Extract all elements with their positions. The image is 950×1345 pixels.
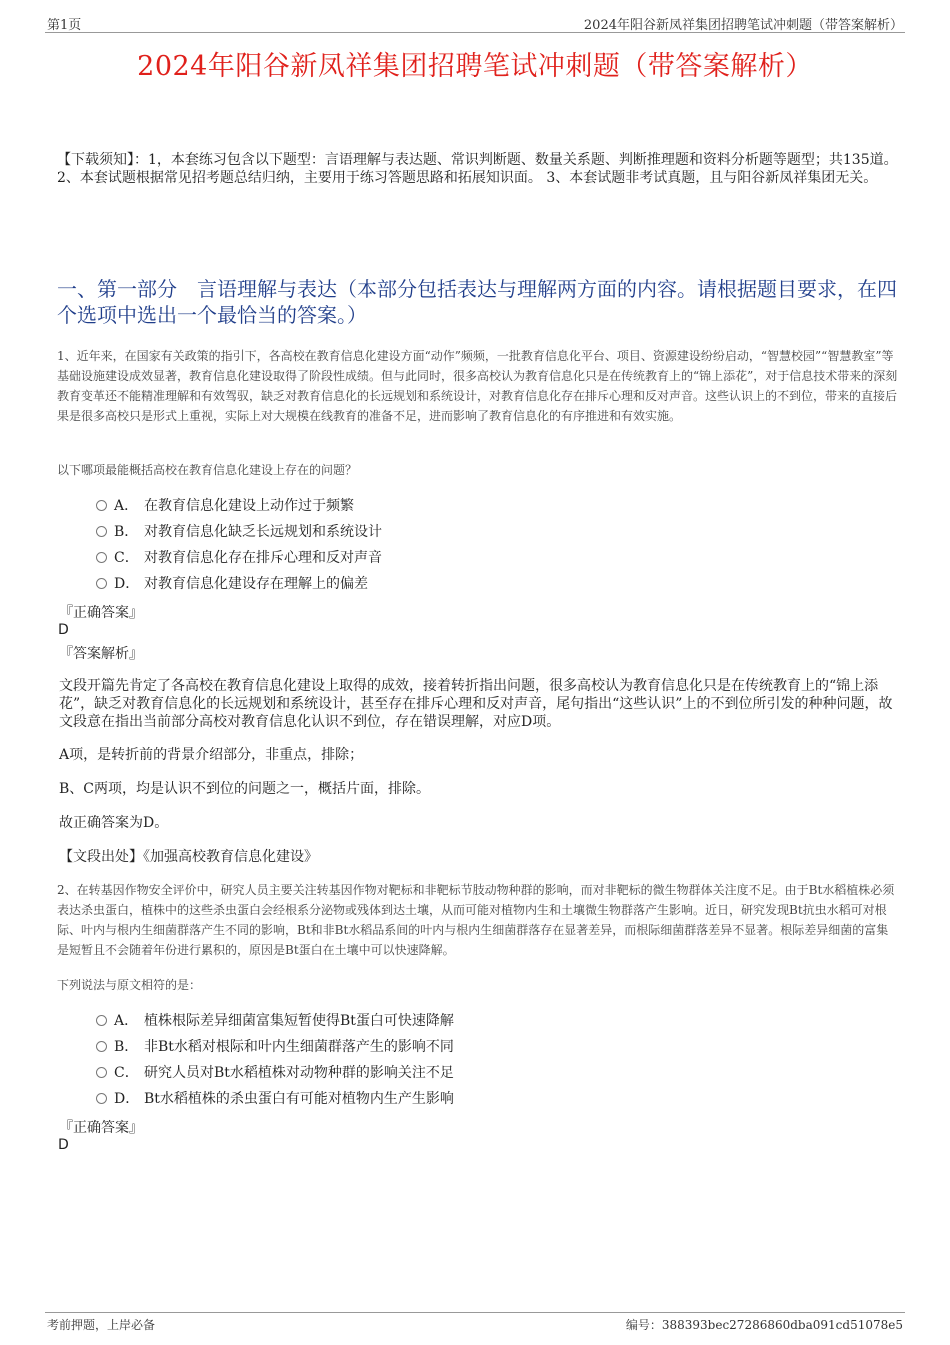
page-header <box>45 14 905 33</box>
q2-answer-label: 『正确答案』 <box>59 1120 143 1136</box>
q1-answer: D <box>58 622 69 638</box>
footer-slogan: 考前押题，上岸必备 <box>47 1318 156 1332</box>
q1-option-b[interactable]: B． 对教育信息化缺乏长远规划和系统设计 <box>96 522 382 542</box>
q1-stem: 以下哪项最能概括高校在教育信息化建设上存在的问题？ <box>57 463 358 477</box>
page-footer <box>45 1312 905 1333</box>
q2-option-a[interactable]: A． 植株根际差异细菌富集短暂使得Bt蛋白可快速降解 <box>96 1011 454 1031</box>
q2-answer: D <box>58 1137 69 1153</box>
q1-analysis-text: 文段开篇先肯定了各高校在教育信息化建设上取得的成效，接着转折指出问题，很多高校认为教育信息化只是在传统教育上的“锦上添花”，缺乏对教育信息化的长远规划和系统设计，甚至存在排斥心理和反对声音，尾句指出“这些认识”上的不到位所引发的种种问题，故文段意在指出当前部分高校对教育信息化认识不到位，存在错误理解，对应D项。 <box>59 678 893 730</box>
section-heading: 一、第一部分 言语理解与表达（本部分包括表达与理解两方面的内容。请根据题目要求，在四个选项中选出一个最恰当的答案。） <box>57 277 897 327</box>
q1-option-c[interactable]: C． 对教育信息化存在排斥心理和反对声音 <box>96 548 382 568</box>
q1-analysis-label: 『答案解析』 <box>59 646 143 662</box>
page-title: 2024年阳谷新凤祥集团招聘笔试冲刺题（带答案解析） <box>137 51 813 82</box>
radio-icon[interactable] <box>96 500 107 511</box>
radio-icon[interactable] <box>96 578 107 589</box>
header-doc-title: 2024年阳谷新凤祥集团招聘笔试冲刺题（带答案解析） <box>583 18 903 33</box>
radio-icon[interactable] <box>96 1093 107 1104</box>
radio-icon[interactable] <box>96 1041 107 1052</box>
q1-analysis-a: A项，是转折前的背景介绍部分，非重点，排除； <box>59 747 364 763</box>
q2-stem: 下列说法与原文相符的是： <box>57 978 202 992</box>
radio-icon[interactable] <box>96 1067 107 1078</box>
q1-option-d[interactable]: D． 对教育信息化建设存在理解上的偏差 <box>96 574 368 594</box>
q2-passage: 2、在转基因作物安全评价中，研究人员主要关注转基因作物对靶标和非靶标节肢动物种群的影响，而对非靶标的微生物群体关注度不足。由于Bt水稻植株必须表达杀虫蛋白，植株中的这些杀虫蛋白会经根系分泌物或残体到达土壤，从而可能对植物内生和土壤微生物群落产生影响。近日，研究发现Bt抗虫水稻可对根际、叶内与根内生细菌群落产生不同的影响，Bt和非Bt水稻品系间的叶内与根内生细菌群落存在显著差异，而根际细菌群落差异不显著。根际差异细菌的富集是短暂且不会随着年份进行累积的，原因是Bt蛋白在土壤中可以快速降解。 <box>57 883 895 957</box>
q1-analysis-conclusion: 故正确答案为D。 <box>59 815 169 831</box>
q1-answer-label: 『正确答案』 <box>59 605 143 621</box>
q1-analysis-bc: B、C两项，均是认识不到位的问题之一，概括片面，排除。 <box>59 781 430 797</box>
q2-option-b[interactable]: B． 非Bt水稻对根际和叶内生细菌群落产生的影响不同 <box>96 1037 454 1057</box>
download-notice: 【下载须知】：1，本套练习包含以下题型：言语理解与表达题、常识判断题、数量关系题、判断推理题和资料分析题等题型；共135道。 2、本套试题根据常见招考题总结归纳，主要用于练习答题思路和拓展知识面。 3、本套试题非考试真题，且与阳谷新凤祥集团无关。 <box>57 152 898 186</box>
q1-option-a[interactable]: A． 在教育信息化建设上动作过于频繁 <box>96 496 354 516</box>
radio-icon[interactable] <box>96 526 107 537</box>
q1-source: 【文段出处】《加强高校教育信息化建设》 <box>59 849 318 865</box>
radio-icon[interactable] <box>96 552 107 563</box>
radio-icon[interactable] <box>96 1015 107 1026</box>
q2-option-c[interactable]: C． 研究人员对Bt水稻植株对动物种群的影响关注不足 <box>96 1063 454 1083</box>
q1-passage: 1、近年来，在国家有关政策的指引下，各高校在教育信息化建设方面“动作”频频，一批教育信息化平台、项目、资源建设纷纷启动，“智慧校园”“智慧教室”等基础设施建设成效显著，教育信息化建设取得了阶段性成绩。但与此同时，很多高校认为教育信息化只是在传统教育上的“锦上添花”，对于信息技术带来的深刻教育变革还不能精准理解和有效驾驭，缺乏对教育信息化的长远规划和系统设计，对教育信息化存在排斥心理和反对声音。这些认识上的不到位，带来的直接后果是很多高校只是形式上重视，实际上对大规模在线教育的准备不足，进而影响了教育信息化的有序推进和有效实施。 <box>57 349 898 423</box>
footer-code: 编号：388393bec27286860dba091cd51078e5 <box>625 1318 903 1332</box>
page-number: 第1页 <box>47 18 82 33</box>
q2-option-d[interactable]: D． Bt水稻植株的杀虫蛋白有可能对植物内生产生影响 <box>96 1089 454 1109</box>
